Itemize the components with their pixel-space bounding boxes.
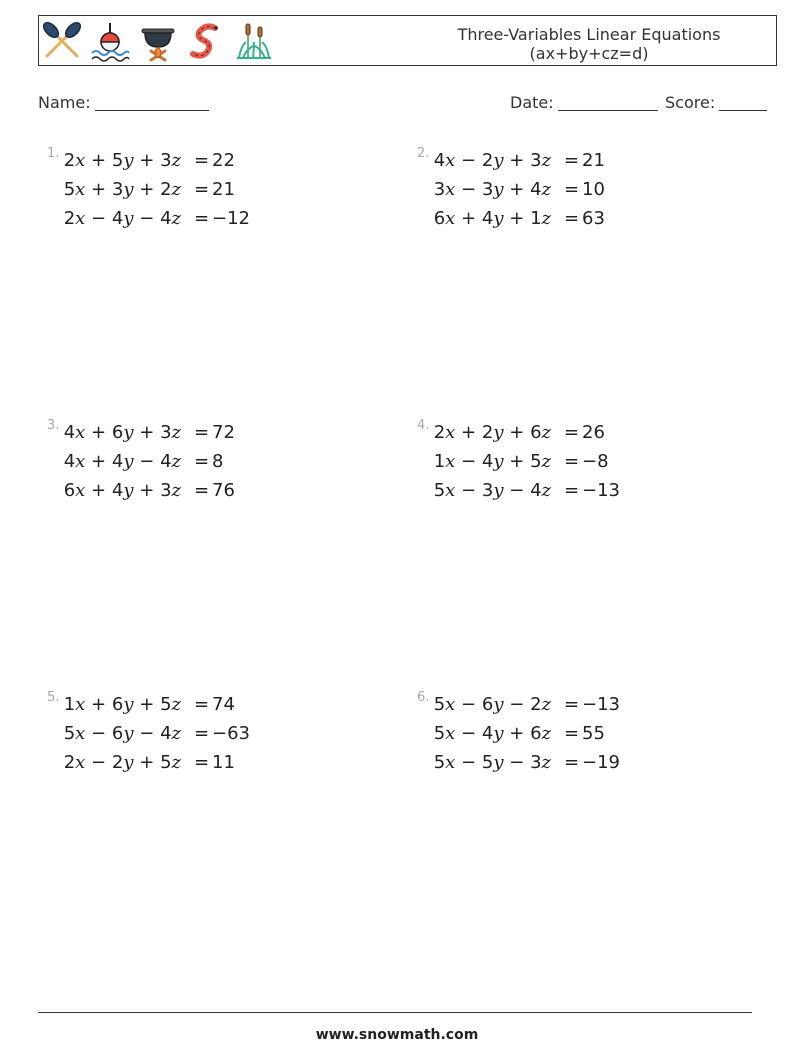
cattail-reeds-icon [233, 20, 275, 62]
equation-left-side: 4x + 6y + 3z [63, 422, 181, 443]
equation-left-side: 1x + 6y + 5z [63, 694, 181, 715]
equation-left-side: 2x + 5y + 3z [63, 150, 181, 171]
date-field [510, 93, 658, 112]
equals-sign: = [194, 480, 210, 501]
name-blank [95, 94, 209, 111]
equation-left-side: 5x + 3y + 2z [63, 179, 181, 200]
worksheet-title: Three-Variables Linear Equations [457, 25, 721, 44]
equation-right-side: 21 [582, 150, 605, 171]
equals-sign: = [564, 208, 580, 229]
footer-website: www.snowmath.com [315, 1027, 479, 1043]
equation-right-side: −13 [582, 480, 620, 501]
problem-number: 4. [417, 418, 430, 433]
score-blank [719, 94, 767, 111]
worksheet-subtitle: (ax+by+cz=d) [529, 44, 649, 63]
equation-right-side: 22 [212, 150, 235, 171]
equation-right-side: 76 [212, 480, 235, 501]
equation-right-side: −19 [582, 752, 620, 773]
equation-left-side: 5x − 6y − 2z [433, 694, 551, 715]
equation-right-side: 11 [212, 752, 235, 773]
equals-sign: = [194, 422, 210, 443]
fishing-bobber-icon [89, 20, 131, 62]
equation-left-side: 4x + 4y − 4z [63, 451, 181, 472]
equation-right-side: 8 [212, 451, 224, 472]
score-label: Score: [665, 93, 716, 112]
header-icons [41, 20, 275, 62]
equals-sign: = [194, 179, 210, 200]
equation-right-side: 63 [582, 208, 605, 229]
problem-number: 3. [47, 418, 60, 433]
date-blank [558, 94, 658, 111]
equals-sign: = [564, 723, 580, 744]
equation-left-side: 2x + 2y + 6z [433, 422, 551, 443]
equation-left-side: 2x − 4y − 4z [63, 208, 181, 229]
equals-sign: = [194, 208, 210, 229]
equation-right-side: 55 [582, 723, 605, 744]
score-field [665, 93, 767, 112]
equals-sign: = [564, 422, 580, 443]
equation-right-side: 74 [212, 694, 235, 715]
oars-icon [41, 20, 83, 62]
campfire-pot-icon [137, 20, 179, 62]
equation-left-side: 3x − 3y + 4z [433, 179, 551, 200]
date-label: Date: [510, 93, 554, 112]
equals-sign: = [194, 723, 210, 744]
equation-left-side: 1x − 4y + 5z [433, 451, 551, 472]
equation-right-side: −13 [582, 694, 620, 715]
equals-sign: = [564, 451, 580, 472]
equals-sign: = [564, 752, 580, 773]
problem-number: 2. [417, 146, 430, 161]
equation-left-side: 4x − 2y + 3z [433, 150, 551, 171]
problem-number: 6. [417, 690, 430, 705]
equation-left-side: 5x − 3y − 4z [433, 480, 551, 501]
problem-number: 5. [47, 690, 60, 705]
problem-number: 1. [47, 146, 60, 161]
worm-icon [185, 20, 227, 62]
equation-right-side: 26 [582, 422, 605, 443]
equals-sign: = [564, 150, 580, 171]
equals-sign: = [194, 451, 210, 472]
equation-right-side: 10 [582, 179, 605, 200]
equals-sign: = [194, 150, 210, 171]
worksheet-header [38, 15, 777, 66]
equals-sign: = [564, 694, 580, 715]
equals-sign: = [194, 752, 210, 773]
equation-left-side: 5x − 6y − 4z [63, 723, 181, 744]
equation-right-side: −63 [212, 723, 250, 744]
footer-divider [38, 1012, 752, 1013]
equation-right-side: 72 [212, 422, 235, 443]
equation-right-side: 21 [212, 179, 235, 200]
name-field [38, 93, 209, 112]
equation-left-side: 5x − 5y − 3z [433, 752, 551, 773]
equals-sign: = [564, 480, 580, 501]
equals-sign: = [564, 179, 580, 200]
title-block [389, 25, 789, 63]
equation-left-side: 6x + 4y + 3z [63, 480, 181, 501]
name-label: Name: [38, 93, 91, 112]
equation-left-side: 5x − 4y + 6z [433, 723, 551, 744]
equals-sign: = [194, 694, 210, 715]
equation-left-side: 6x + 4y + 1z [433, 208, 551, 229]
equation-right-side: −8 [582, 451, 609, 472]
equation-right-side: −12 [212, 208, 250, 229]
equation-left-side: 2x − 2y + 5z [63, 752, 181, 773]
